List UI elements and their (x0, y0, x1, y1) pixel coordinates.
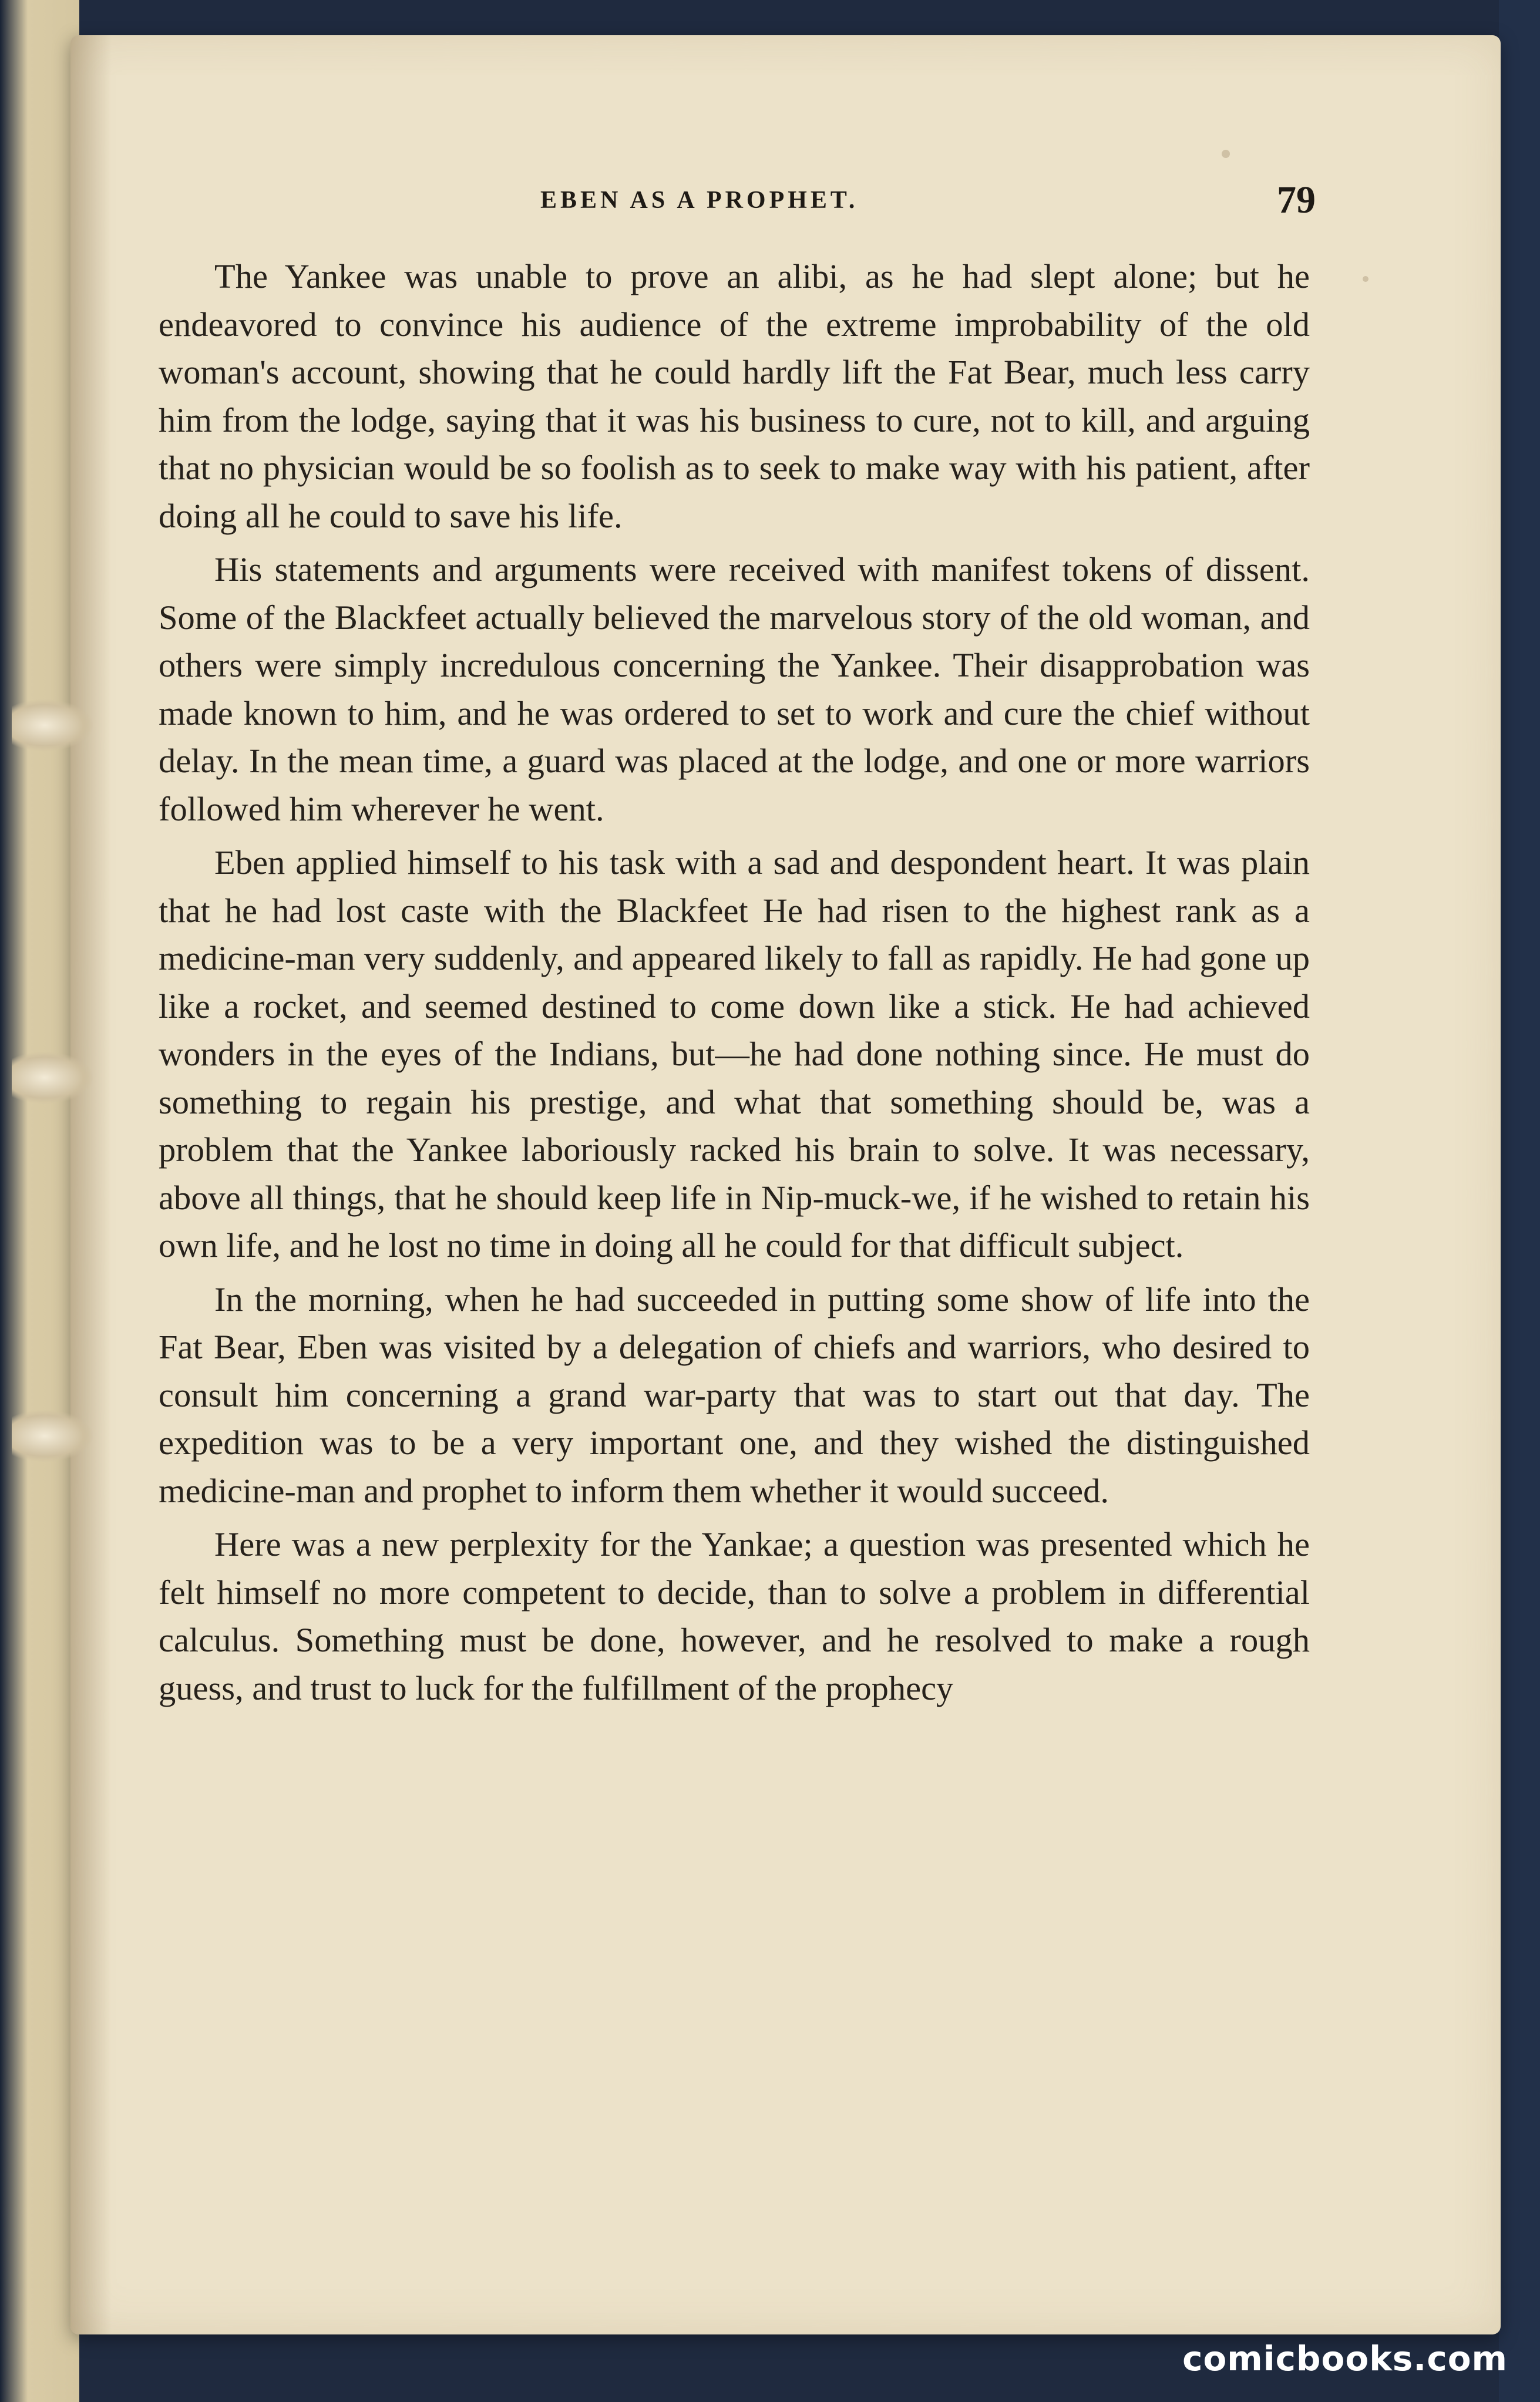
page-tear-mark (12, 699, 94, 752)
page-gutter-shadow (70, 35, 112, 2334)
running-title: EBEN AS A PROPHET. (540, 187, 859, 214)
book-spine (0, 0, 79, 2402)
page-tear-mark (12, 1409, 94, 1462)
page-number: 79 (1277, 179, 1316, 221)
paragraph: The Yankee was unable to prove an alibi, as he had slept alone; but he endeavored to convince his audience of the extreme improbability of the old woman's account, showing that he could hardly lift the Fat Bear, much less carry him from the lodge, saying that it was his business to cure, not to kill, and arguing that no physician would be so foolish as to seek to make way with his patient, after doing all he could to save his life. (159, 257, 1310, 535)
background-right (1499, 0, 1540, 2402)
paper-stain (1363, 276, 1368, 282)
paragraph: Here was a new perplexity for the Yankae; a question was presented which he felt himself no more competent to decide, than to solve a problem in differential calculus. Something must be done, however, and he resolved to make a rough guess, and trust to luck for the fulfillment of the prophecy (159, 1525, 1310, 1707)
running-header (164, 173, 1316, 232)
page-tear-mark (12, 1051, 94, 1104)
paragraph: His statements and arguments were received with manifest tokens of dissent. Some of the Blackfeet actually believed the marvelous story of the old woman, and others were simply incredulous concerning the Yankee. Their disapprobation was made known to him, and he was ordered to set to work and cure the chief without delay. In the mean time, a guard was placed at the lodge, and one or more warriors followed him wherever he went. (159, 550, 1310, 828)
watermark: comicbooks.com (1182, 2339, 1508, 2379)
body-text (159, 253, 1310, 1718)
paragraph: In the morning, when he had succeeded in putting some show of life into the Fat Bear, Eben was visited by a delegation of chiefs and warriors, who desired to consult him concerning a grand war-party that was to start out that day. The expedition was to be a very important one, and they wished the distinguished medicine-man and prophet to inform them whether it would succeed. (159, 1280, 1310, 1510)
paper-stain (1222, 150, 1230, 158)
paragraph: Eben applied himself to his task with a sad and despondent heart. It was plain that he had lost caste with the Blackfeet He had risen to the highest rank as a medicine-man very suddenly, and appeared likely to fall as rapidly. He had gone up like a rocket, and seemed destined to come down like a stick. He had achieved wonders in the eyes of the Indians, but—he had done nothing since. He must do something to regain his prestige, and what that something should be, was a problem that the Yankee laboriously racked his brain to solve. It was necessary, above all things, that he should keep life in Nip-muck-we, if he wished to retain his own life, and he lost no time in doing all he could for that difficult subject. (159, 843, 1310, 1264)
